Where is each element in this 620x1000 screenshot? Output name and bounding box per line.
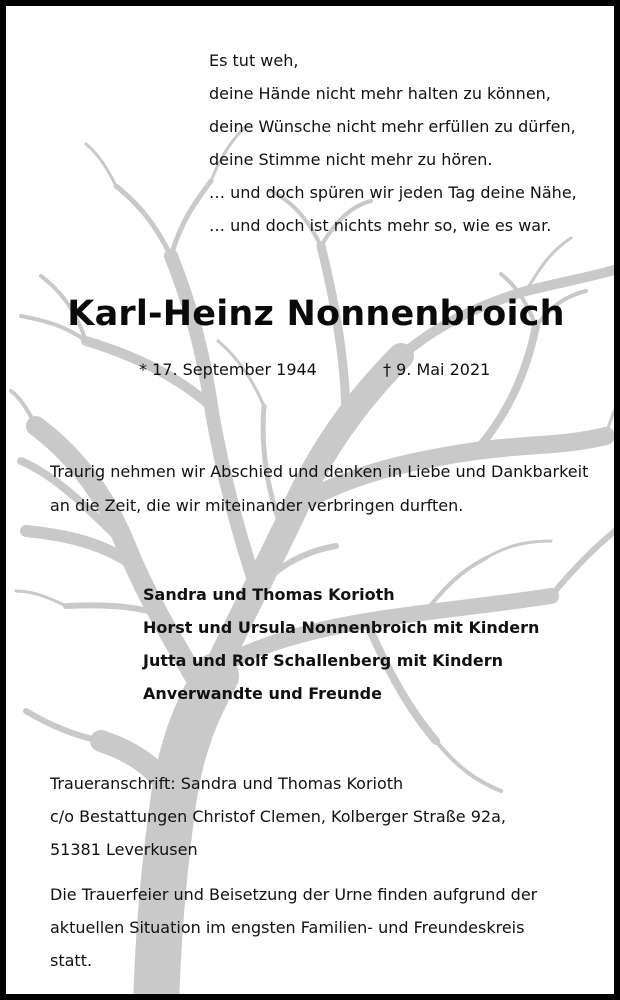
funeral-notice <box>50 878 537 977</box>
mourner-entry: Anverwandte und Freunde <box>143 684 382 703</box>
farewell-text <box>50 455 588 523</box>
death-date: † 9. Mai 2021 <box>383 360 491 379</box>
address-line: c/o Bestattungen Christof Clemen, Kolberger Straße 92a, <box>50 807 506 826</box>
poem-line: deine Stimme nicht mehr zu hören. <box>209 150 493 169</box>
poem-line: deine Hände nicht mehr halten zu können, <box>209 84 551 103</box>
memorial-poem <box>209 44 577 242</box>
notice-line: Die Trauerfeier und Beisetzung der Urne finden aufgrund der <box>50 885 538 904</box>
address-line: 51381 Leverkusen <box>50 840 198 859</box>
mourning-address <box>50 767 506 866</box>
obituary-content <box>6 6 620 1000</box>
poem-line: Es tut weh, <box>209 51 299 70</box>
farewell-line: an die Zeit, die wir miteinander verbringen durften. <box>50 496 464 515</box>
birth-date: * 17. September 1944 <box>139 360 317 379</box>
poem-line: deine Wünsche nicht mehr erfüllen zu dürfen, <box>209 117 576 136</box>
deceased-name: Karl-Heinz Nonnenbroich <box>67 294 565 334</box>
notice-line: statt. <box>50 951 93 970</box>
mourners-list <box>143 578 539 710</box>
notice-line: aktuellen Situation im engsten Familien- und Freundeskreis <box>50 918 525 937</box>
mourner-entry: Horst und Ursula Nonnenbroich mit Kindern <box>143 618 540 637</box>
poem-line: … und doch spüren wir jeden Tag deine Nähe, <box>209 183 577 202</box>
farewell-line: Traurig nehmen wir Abschied und denken in Liebe und Dankbarkeit <box>50 462 589 481</box>
address-line: Traueranschrift: Sandra und Thomas Korioth <box>50 774 404 793</box>
poem-line: … und doch ist nichts mehr so, wie es war. <box>209 216 552 235</box>
mourner-entry: Sandra und Thomas Korioth <box>143 585 395 604</box>
mourner-entry: Jutta und Rolf Schallenberg mit Kindern <box>143 651 503 670</box>
